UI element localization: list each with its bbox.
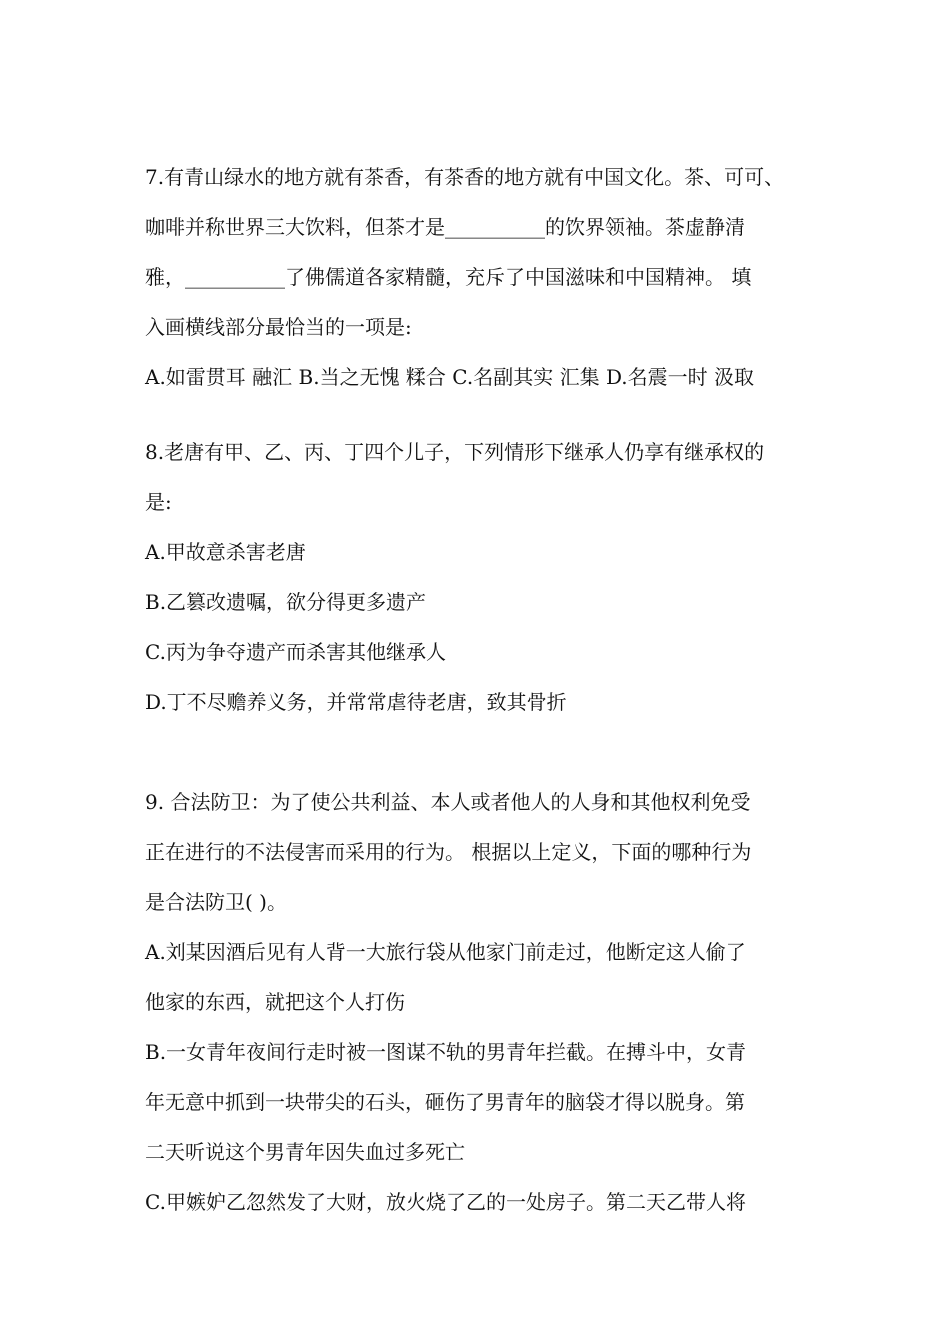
q8-option-b: B.乙篡改遗嘱，欲分得更多遗产	[145, 590, 427, 614]
q8-stem-line-1: 8.老唐有甲、乙、丙、丁四个儿子，下列情形下继承人仍享有继承权的	[145, 440, 765, 464]
q8-option-a: A.甲故意杀害老唐	[145, 540, 306, 564]
q7-stem-line-1: 7.有青山绿水的地方就有茶香，有茶香的地方就有中国文化。茶、可可、	[145, 165, 785, 189]
q8-option-c: C.丙为争夺遗产而杀害其他继承人	[145, 640, 446, 664]
q9-option-b-line-1: B.一女青年夜间行走时被一图谋不轨的男青年拦截。在搏斗中，女青	[145, 1040, 747, 1064]
question-9	[145, 777, 815, 1227]
q7-stem-line-4: 入画横线部分最恰当的一项是:	[145, 315, 412, 339]
question-7	[145, 152, 815, 402]
q7-stem-line-2: 咖啡并称世界三大饮料，但茶才是__________的饮界领袖。茶虚静清	[145, 215, 745, 239]
document-content	[145, 152, 815, 1227]
q9-stem-line-2: 正在进行的不法侵害而采用的行为。 根据以上定义，下面的哪种行为	[145, 840, 752, 864]
spacer	[145, 402, 815, 427]
q9-option-b-line-3: 二天听说这个男青年因失血过多死亡	[145, 1140, 465, 1164]
spacer	[145, 727, 815, 777]
q9-option-a-line-1: A.刘某因酒后见有人背一大旅行袋从他家门前走过，他断定这人偷了	[145, 940, 746, 964]
q7-stem-line-3: 雅，__________了佛儒道各家精髓，充斥了中国滋味和中国精神。 填	[145, 265, 752, 289]
q8-stem-line-2: 是:	[145, 490, 172, 514]
q9-stem-line-1: 9. 合法防卫：为了使公共利益、本人或者他人的人身和其他权利免受	[145, 790, 751, 814]
q9-option-b-line-2: 年无意中抓到一块带尖的石头，砸伤了男青年的脑袋才得以脱身。第	[145, 1090, 745, 1114]
q9-option-c-line-1: C.甲嫉妒乙忽然发了大财，放火烧了乙的一处房子。第二天乙带人将	[145, 1190, 746, 1214]
q7-options: A.如雷贯耳 融汇 B.当之无愧 糅合 C.名副其实 汇集 D.名震一时 汲取	[145, 365, 754, 389]
q8-option-d: D.丁不尽赡养义务，并常常虐待老唐，致其骨折	[145, 690, 567, 714]
q9-option-a-line-2: 他家的东西，就把这个人打伤	[145, 990, 405, 1014]
q9-stem-line-3: 是合法防卫( )。	[145, 890, 287, 914]
question-8	[145, 427, 815, 727]
